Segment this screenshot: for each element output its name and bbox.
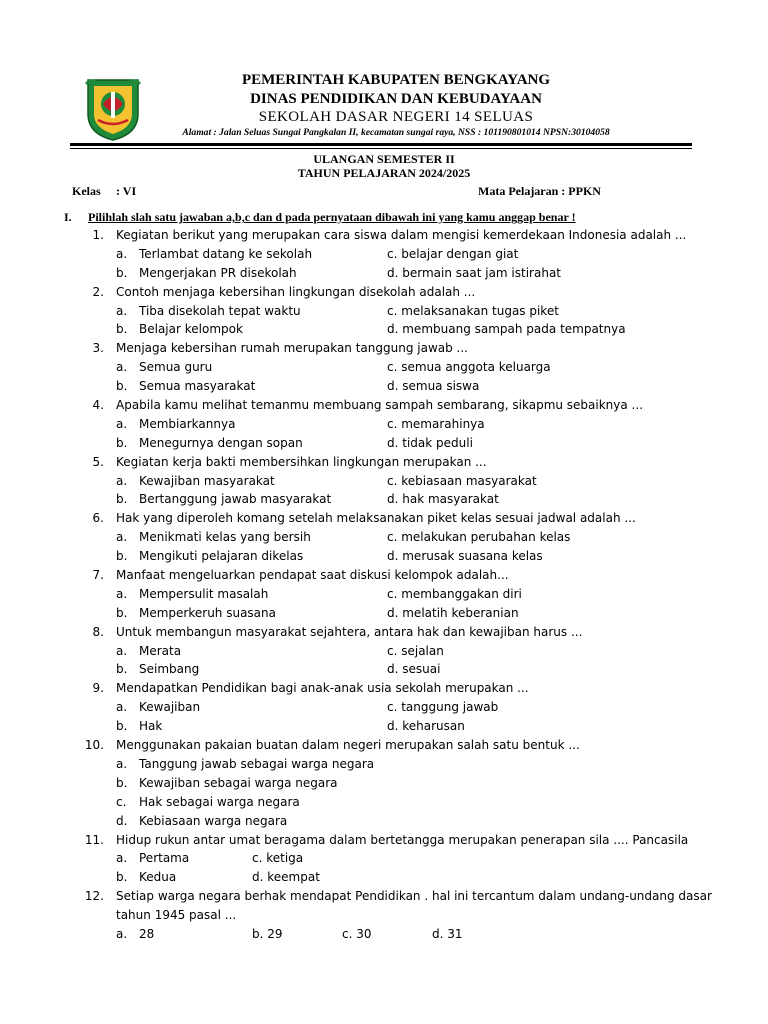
question-text: Hak yang diperoleh komang setelah melaksanakan piket kelas sesuai jadwal adalah ... xyxy=(116,511,636,526)
option-row xyxy=(0,849,768,868)
option-row xyxy=(0,415,768,434)
question-5 xyxy=(0,453,768,472)
option-letter: b. xyxy=(116,379,128,394)
option-c: Hak sebagai warga negara xyxy=(139,794,300,809)
option-row xyxy=(0,358,768,377)
header-school: SEKOLAH DASAR NEGERI 14 SELUAS xyxy=(258,109,534,125)
option-d: d. 31 xyxy=(432,926,463,941)
instruction-text: Pilihlah slah satu jawaban a,b,c dan d pada pernyataan dibawah ini yang kamu anggap benar ! xyxy=(88,210,576,224)
option-row xyxy=(0,490,768,509)
option-letter: c. xyxy=(116,794,127,809)
option-letter: a. xyxy=(116,586,128,601)
option-letter: b. xyxy=(116,492,128,507)
question-text: Hidup rukun antar umat beragama dalam bertetangga merupakan penerapan sila .... Pancasila xyxy=(116,832,689,847)
option-b: b. 29 xyxy=(252,926,283,941)
option-letter: b. xyxy=(116,265,128,280)
header-divider-thick xyxy=(70,143,692,146)
question-text: Kegiatan kerja bakti membersihkan lingkungan merupakan ... xyxy=(116,454,487,469)
question-6 xyxy=(0,509,768,528)
exam-year: TAHUN PELAJARAN 2024/2025 xyxy=(297,166,471,180)
option-letter: b. xyxy=(116,549,128,564)
option-c: c. ketiga xyxy=(252,851,304,866)
class-value: : VI xyxy=(116,184,137,198)
option-b: Bertanggung jawab masyarakat xyxy=(139,492,332,507)
option-row xyxy=(0,302,768,321)
header-department: DINAS PENDIDIKAN DAN KEBUDAYAAN xyxy=(250,91,542,107)
option-d: d. sesuai xyxy=(387,662,441,677)
option-row xyxy=(0,774,768,793)
option-a: Semua guru xyxy=(139,360,213,375)
question-11 xyxy=(0,831,768,850)
question-number: 5. xyxy=(92,454,104,469)
option-letter: a. xyxy=(116,360,128,375)
question-7 xyxy=(0,566,768,585)
option-row xyxy=(0,245,768,264)
option-row xyxy=(0,698,768,717)
option-c: c. melakukan perubahan kelas xyxy=(387,530,571,545)
option-d: d. hak masyarakat xyxy=(387,492,499,507)
option-letter: a. xyxy=(116,926,128,941)
option-letter: a. xyxy=(116,851,128,866)
option-c: c. sejalan xyxy=(387,643,444,658)
question-number: 1. xyxy=(92,228,104,242)
question-number: 12. xyxy=(84,889,104,904)
option-letter: a. xyxy=(116,700,128,715)
option-c: c. 30 xyxy=(342,926,372,941)
option-letter: a. xyxy=(116,246,128,261)
option-b: Hak xyxy=(139,719,163,734)
option-row xyxy=(0,320,768,339)
question-number: 6. xyxy=(92,511,104,526)
option-d: d. keharusan xyxy=(387,719,465,734)
option-row xyxy=(0,925,768,944)
option-letter: b. xyxy=(116,775,128,790)
question-number: 10. xyxy=(84,738,104,753)
question-number: 11. xyxy=(84,832,104,847)
question-number: 2. xyxy=(92,284,104,299)
option-a: Membiarkannya xyxy=(139,416,236,431)
option-row xyxy=(0,264,768,283)
question-continuation xyxy=(0,906,768,925)
option-d: d. tidak peduli xyxy=(387,435,473,450)
option-c: c. semua anggota keluarga xyxy=(387,360,551,375)
option-a: Terlambat datang ke sekolah xyxy=(139,246,313,261)
question-8 xyxy=(0,623,768,642)
question-text-line2: tahun 1945 pasal ... xyxy=(116,908,237,923)
option-letter: a. xyxy=(116,756,128,771)
question-3 xyxy=(0,339,768,358)
question-1 xyxy=(0,226,768,245)
question-text: Menjaga kebersihan rumah merupakan tanggung jawab ... xyxy=(116,341,468,356)
option-c: c. membanggakan diri xyxy=(387,586,522,601)
option-d: d. membuang sampah pada tempatnya xyxy=(387,322,626,337)
option-c: c. kebiasaan masyarakat xyxy=(387,473,537,488)
option-row xyxy=(0,793,768,812)
option-row xyxy=(0,604,768,623)
question-4 xyxy=(0,396,768,415)
instruction xyxy=(64,210,576,225)
option-row xyxy=(0,812,768,831)
option-letter: b. xyxy=(116,870,128,885)
option-a: 28 xyxy=(139,926,155,941)
question-2 xyxy=(0,283,768,302)
question-12 xyxy=(0,887,768,906)
option-letter: a. xyxy=(116,643,128,658)
question-10 xyxy=(0,736,768,755)
question-number: 7. xyxy=(92,568,104,583)
question-number: 8. xyxy=(92,624,104,639)
option-letter: b. xyxy=(116,322,128,337)
option-letter: a. xyxy=(116,303,128,318)
option-letter: d. xyxy=(116,813,128,828)
option-row xyxy=(0,642,768,661)
header-address: Alamat : Jalan Seluas Sungai Pangkalan II, kecamatan sungai raya, NSS : 101190801014 NPSN:30104058 xyxy=(182,127,610,138)
question-text: Untuk membangun masyarakat sejahtera, antara hak dan kewajiban harus ... xyxy=(116,624,583,639)
option-row xyxy=(0,755,768,774)
question-number: 4. xyxy=(92,398,104,413)
question-text: Mendapatkan Pendidikan bagi anak-anak usia sekolah merupakan ... xyxy=(116,681,529,696)
option-b: Mengikuti pelajaran dikelas xyxy=(139,549,304,564)
option-letter: b. xyxy=(116,662,128,677)
option-row xyxy=(0,472,768,491)
question-number: 3. xyxy=(92,341,104,356)
option-c: c. memarahinya xyxy=(387,416,485,431)
question-number: 9. xyxy=(92,681,104,696)
option-b: Kewajiban sebagai warga negara xyxy=(139,775,338,790)
option-a: Pertama xyxy=(139,851,190,866)
option-row xyxy=(0,377,768,396)
question-9 xyxy=(0,679,768,698)
option-letter: a. xyxy=(116,530,128,545)
option-a: Menikmati kelas yang bersih xyxy=(139,530,311,545)
option-b: Seimbang xyxy=(139,662,200,677)
option-letter: a. xyxy=(116,473,128,488)
option-letter: a. xyxy=(116,416,128,431)
option-row xyxy=(0,547,768,566)
option-d: d. merusak suasana kelas xyxy=(387,549,543,564)
option-letter: b. xyxy=(116,719,128,734)
option-b: Menegurnya dengan sopan xyxy=(139,435,303,450)
option-b: Memperkeruh suasana xyxy=(139,605,276,620)
question-text: Manfaat mengeluarkan pendapat saat diskusi kelompok adalah... xyxy=(116,568,509,583)
option-d: d. semua siswa xyxy=(387,379,480,394)
option-a: Merata xyxy=(139,643,182,658)
instruction-number: I. xyxy=(64,210,72,224)
option-row xyxy=(0,717,768,736)
class-label: Kelas xyxy=(72,184,101,198)
option-row xyxy=(0,528,768,547)
question-text: Kegiatan berikut yang merupakan cara siswa dalam mengisi kemerdekaan Indonesia adalah ... xyxy=(116,228,687,242)
option-b: Kedua xyxy=(139,870,177,885)
option-d: d. bermain saat jam istirahat xyxy=(387,265,562,280)
option-b: Mengerjakan PR disekolah xyxy=(139,265,297,280)
option-a: Mempersulit masalah xyxy=(139,586,269,601)
option-c: c. belajar dengan giat xyxy=(387,246,519,261)
option-b: Semua masyarakat xyxy=(139,379,256,394)
option-d: Kebiasaan warga negara xyxy=(139,813,288,828)
option-c: c. tanggung jawab xyxy=(387,700,499,715)
question-text: Menggunakan pakaian buatan dalam negeri merupakan salah satu bentuk ... xyxy=(116,738,580,753)
option-d: d. keempat xyxy=(252,870,320,885)
header-government: PEMERINTAH KABUPATEN BENGKAYANG xyxy=(241,72,551,88)
option-d: d. melatih keberanian xyxy=(387,605,519,620)
option-c: c. melaksanakan tugas piket xyxy=(387,303,559,318)
question-text: Apabila kamu melihat temanmu membuang sampah sembarang, sikapmu sebaiknya ... xyxy=(116,398,644,413)
option-row xyxy=(0,868,768,887)
option-a: Kewajiban xyxy=(139,700,201,715)
option-letter: b. xyxy=(116,435,128,450)
option-a: Tanggung jawab sebagai warga negara xyxy=(139,756,375,771)
question-text: Setiap warga negara berhak mendapat Pendidikan . hal ini tercantum dalam undang-undang dasar xyxy=(116,889,712,904)
header-divider-thin xyxy=(70,148,692,149)
option-row xyxy=(0,585,768,604)
exam-title: ULANGAN SEMESTER II xyxy=(313,152,455,166)
option-a: Tiba disekolah tepat waktu xyxy=(139,303,301,318)
option-b: Belajar kelompok xyxy=(139,322,243,337)
option-letter: b. xyxy=(116,605,128,620)
option-a: Kewajiban masyarakat xyxy=(139,473,275,488)
option-row xyxy=(0,434,768,453)
question-text: Contoh menjaga kebersihan lingkungan disekolah adalah ... xyxy=(116,284,476,299)
option-row xyxy=(0,660,768,679)
subject-label: Mata Pelajaran : PPKN xyxy=(478,184,601,198)
question-list xyxy=(0,226,768,944)
